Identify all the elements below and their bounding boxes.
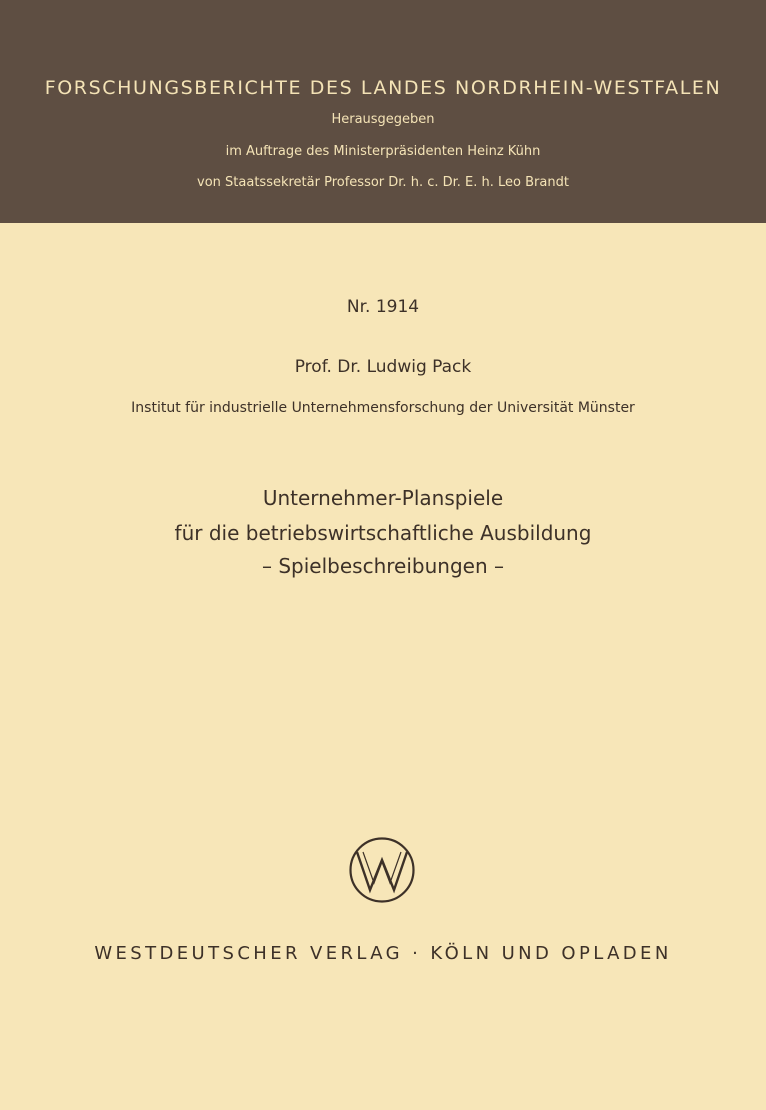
report-number: Nr. 1914 xyxy=(346,297,420,317)
westdeutscher-verlag-w-logo-icon xyxy=(348,836,416,904)
title-line-1: Unternehmer-Planspiele xyxy=(262,486,504,510)
author-name: Prof. Dr. Ludwig Pack xyxy=(294,357,472,377)
series-title: FORSCHUNGSBERICHTE DES LANDES NORDRHEIN-WESTFALEN xyxy=(44,77,722,99)
editor-line-2: im Auftrage des Ministerpräsidenten Heinz Kühn xyxy=(225,144,541,159)
title-line-2: für die betriebswirtschaftliche Ausbildung xyxy=(174,521,592,545)
header-band xyxy=(0,0,766,223)
editor-line-3: von Staatssekretär Professor Dr. h. c. Dr. E. h. Leo Brandt xyxy=(197,175,569,190)
institute-name: Institut für industrielle Unternehmensforschung der Universität Münster xyxy=(131,400,635,416)
title-line-3: – Spielbeschreibungen – xyxy=(262,554,504,578)
editor-line-1: Herausgegeben xyxy=(331,112,435,127)
publisher-line: WESTDEUTSCHER VERLAG · KÖLN UND OPLADEN xyxy=(94,943,672,964)
